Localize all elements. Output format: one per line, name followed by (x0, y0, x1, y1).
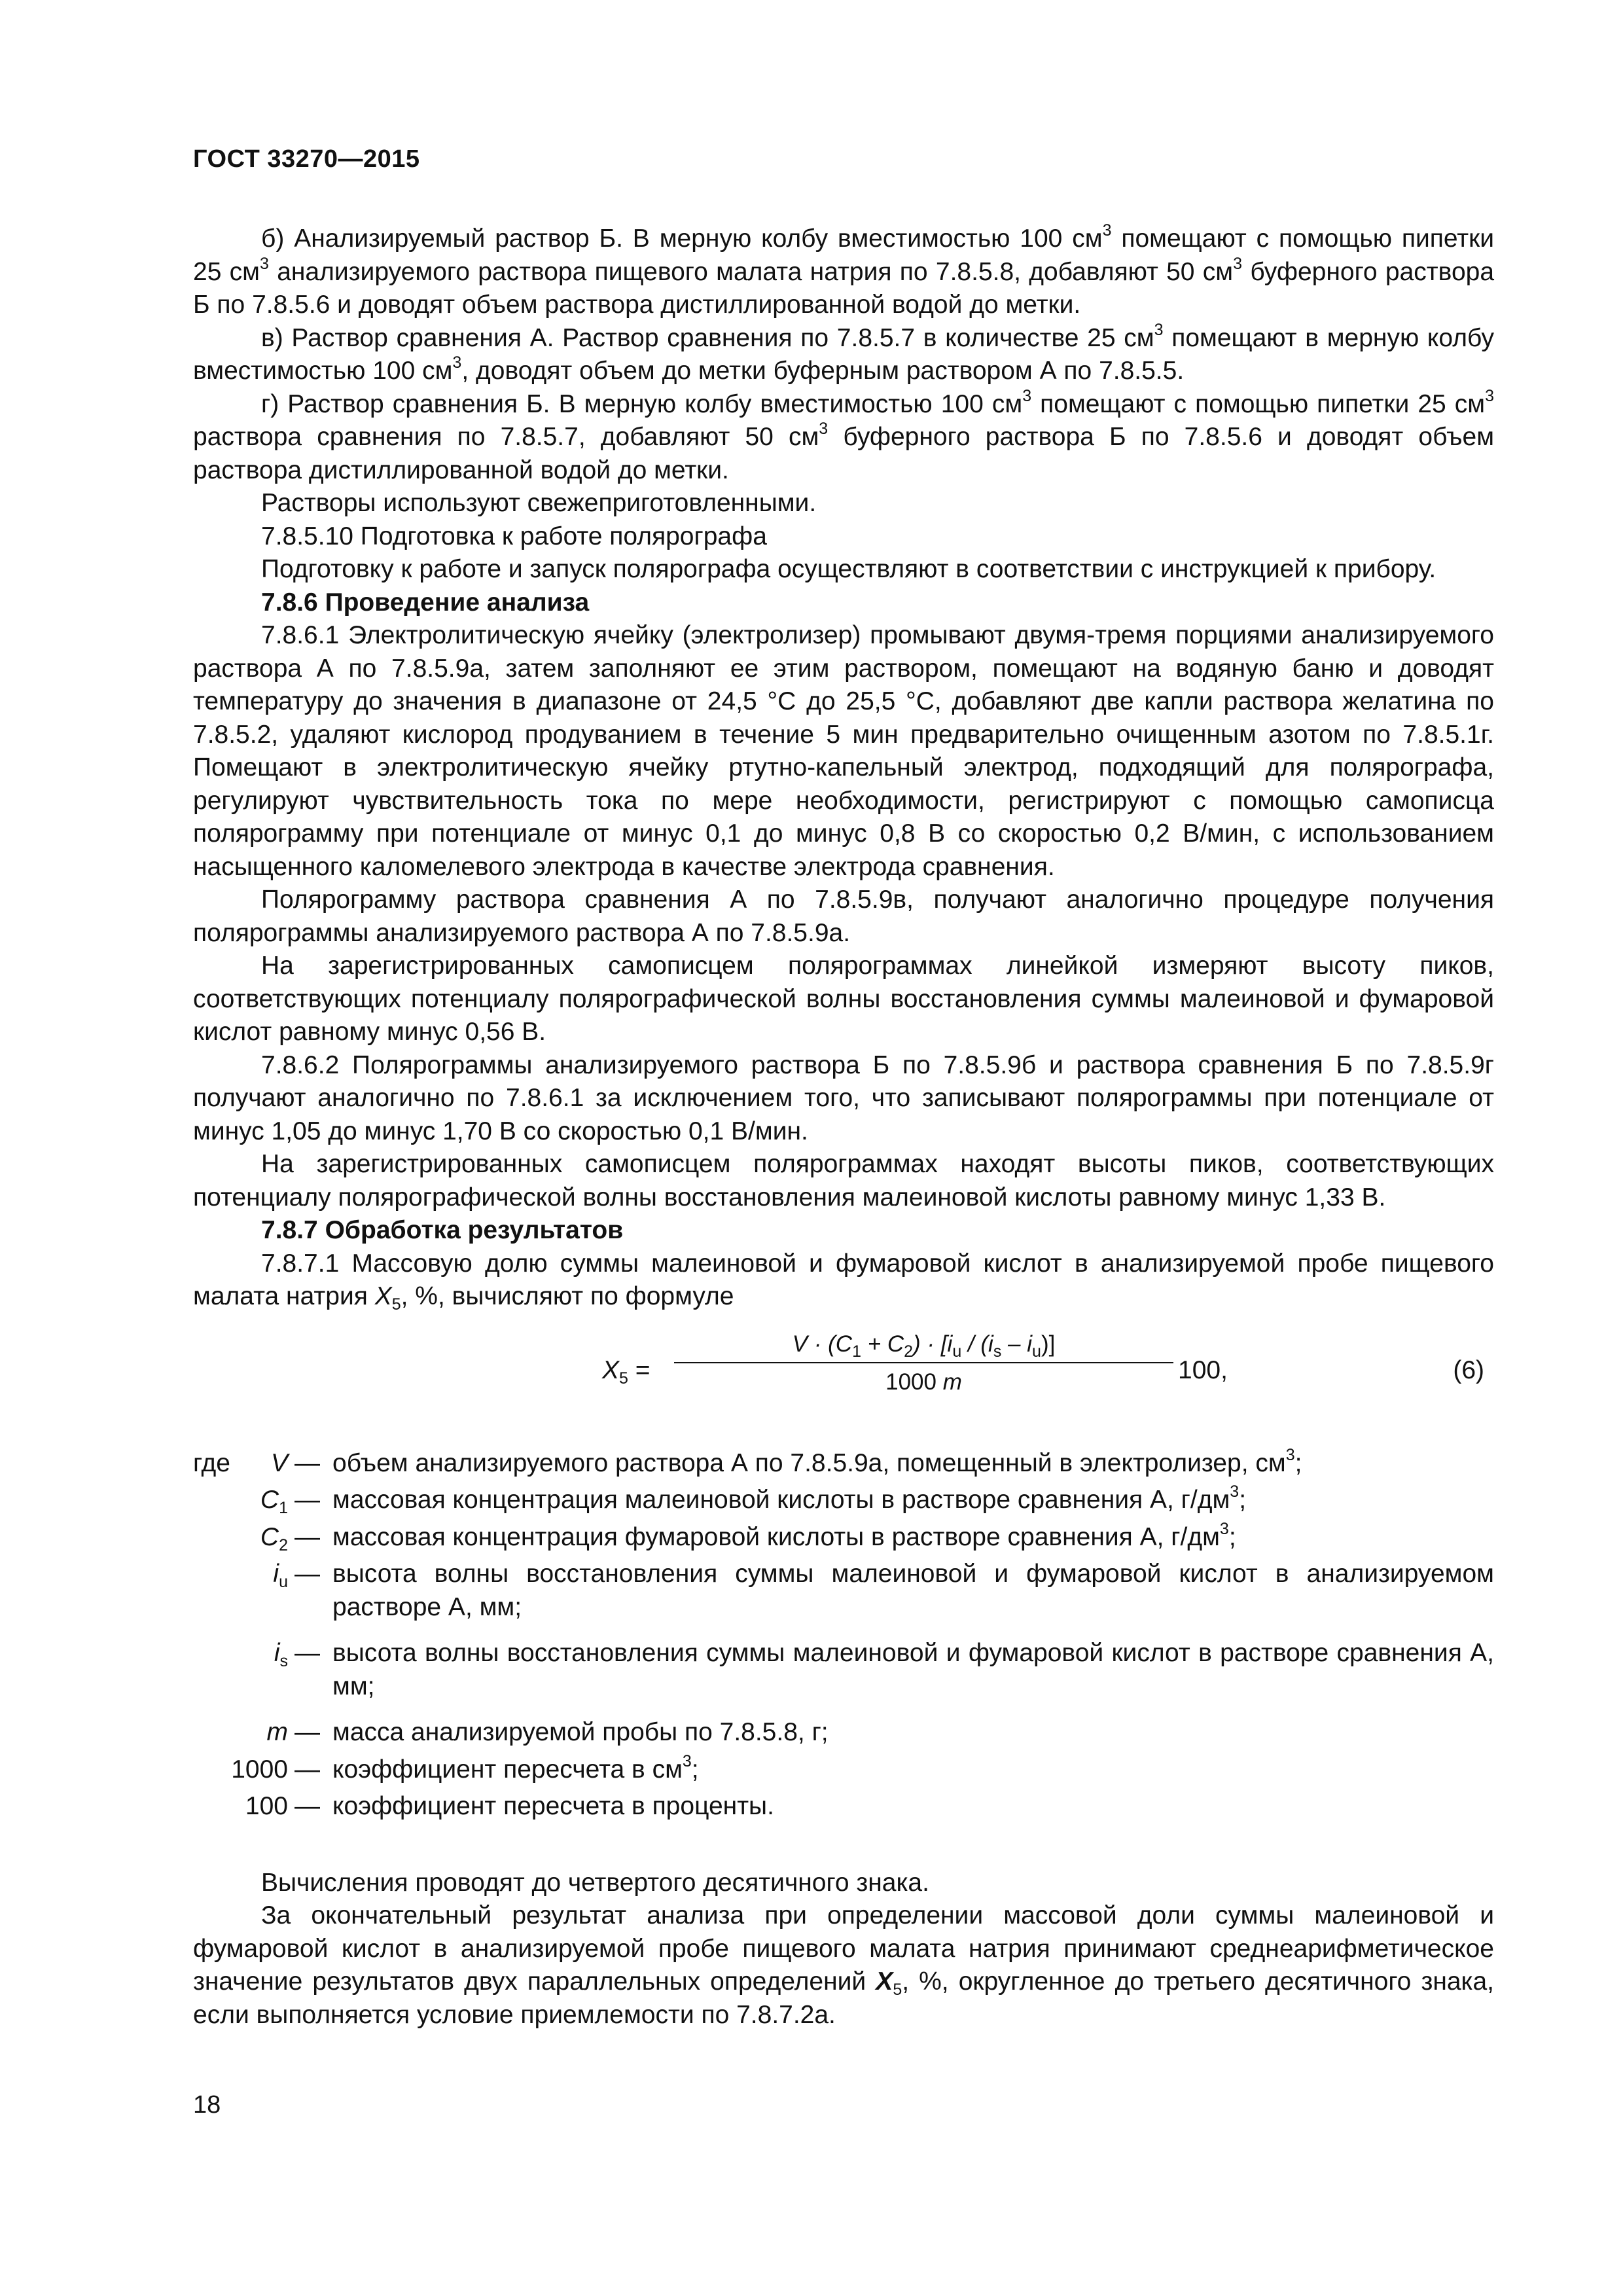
definition-symbol: 100 (245, 1792, 288, 1820)
definition-text: масса анализируемой пробы по 7.8.5.8, г; (332, 1718, 829, 1746)
definition-text: коэффициент пересчета в $см^3$; (332, 1751, 699, 1784)
definition-row (193, 1558, 1494, 1624)
definition-row (193, 1484, 1494, 1517)
document-header: ГОСТ 33270—2015 (193, 145, 420, 173)
paragraph-reference-polarogram: Полярограмму раствора сравнения А по 7.8.5.9в, получают аналогично процедуре получения полярограммы анализируемого раствора А по 7.8.5.9а. (193, 886, 1494, 947)
definition-row (193, 1637, 1494, 1703)
paragraph-g: г) Раствор сравнения Б. В мерную колбу вместимостью 100 $см^3$ помещают с помощью пипетки 25 $см^3$ раствора сравнения по 7.8.5.7, добавляют 50 $см^3$ буферного раствора Б по 7.8.5.6 и доводят объем раствора дистиллированной водой до метки. (193, 386, 1495, 484)
paragraph-peak-height-a: На зарегистрированных самописцем полярограммах линейкой измеряют высоту пиков, соответствующих потенциалу полярографической волны восстановления суммы малеиновой и фумаровой кислот равному минус 0,56 В. (193, 952, 1494, 1046)
document-body (193, 223, 1494, 2032)
definition-row (193, 1790, 1494, 1823)
definition-row (193, 1521, 1494, 1554)
definition-dash: — (294, 1522, 320, 1551)
where-label: где (193, 1448, 230, 1477)
paragraph-polarograph-setup: Подготовку к работе и запуск полярографа осуществляют в соответствии с инструкцией к прибору. (261, 555, 1436, 583)
page-number: 18 (193, 2091, 221, 2119)
definition-symbol: $i_u$ (273, 1560, 288, 1591)
definitions-list (193, 1447, 1494, 1823)
formula-multiplier: 100, (1178, 1355, 1228, 1384)
formula-numerator: $V \cdot (C_1 + C_2) \cdot [i_u / (i_s - i_u)]$ (792, 1331, 1056, 1361)
paragraph-calculation-precision: Вычисления проводят до четвертого десятичного знака. (261, 1868, 929, 1897)
definition-text: коэффициент пересчета в проценты. (332, 1792, 774, 1820)
definition-dash: — (294, 1486, 320, 1514)
definition-dash: — (294, 1718, 320, 1746)
definition-symbol: $i_s$ (274, 1639, 288, 1670)
paragraph-v: в) Раствор сравнения А. Раствор сравнения по 7.8.5.7 в количестве 25 $см^3$ помещают в мерную колбу вместимостью 100 $см^3$, доводят объем до метки буферным раствором А по 7.8.5.5. (193, 320, 1494, 385)
definition-symbol: $C_2$ (260, 1522, 288, 1554)
formula-number: (6) (1453, 1355, 1484, 1384)
definition-text: высота волны восстановления суммы малеиновой и фумаровой кислот в растворе сравнения А, мм; (332, 1639, 1494, 1700)
definition-row (193, 1716, 1494, 1749)
definition-row (193, 1447, 1494, 1480)
definition-row (193, 1753, 1494, 1787)
definition-text: объем анализируемого раствора А по 7.8.5.9а, помещенный в электролизер, $см^3$; (332, 1445, 1302, 1477)
definition-dash: — (294, 1560, 320, 1588)
definition-dash: — (294, 1639, 320, 1667)
formula-lhs: $X_5$ = (602, 1355, 651, 1388)
definition-symbol: $C_1$ (260, 1486, 288, 1517)
paragraph-fresh-solutions: Растворы используют свежеприготовленными. (261, 489, 817, 517)
formula-6 (193, 1328, 1494, 1443)
definition-dash: — (294, 1755, 320, 1784)
definition-text: высота волны восстановления суммы малеиновой и фумаровой кислот в анализируемом растворе А, мм; (332, 1560, 1494, 1621)
paragraph-7-8-6-1: 7.8.6.1 Электролитическую ячейку (электролизер) промывают двумя-тремя порциями анализируемого раствора А по 7.8.5.9а, затем заполняют ее этим раствором, помещают на водяную баню и доводят температуру до значения в диапазоне от 24,5 °С до 25,5 °С, добавляют две капли раствора желатина по 7.8.5.2, удаляют кислород продуванием в течение 5 мин предварительно очищенным азотом по 7.8.5.1г. Помещают в электролитическую ячейку ртутно-капельный электрод, подходящий для полярографа, регулируют чувствительность тока по мере необходимости, регистрируют с помощью самописца полярограмму при потенциале от минус 0,1 до минус 0,8 В со скоростью 0,2 В/мин, с использованием насыщенного каломелевого электрода в качестве электрода сравнения. (193, 621, 1494, 881)
formula-fraction (674, 1328, 1173, 1399)
heading-7-8-7: 7.8.7 Обработка результатов (261, 1216, 624, 1244)
paragraph-7-8-7-1: 7.8.7.1 Массовую долю суммы малеиновой и фумаровой кислот в анализируемой пробе пищевого малата натрия $X_5$, %, вычисляют по формуле (193, 1249, 1494, 1314)
spacer (193, 1827, 1494, 1867)
definition-symbol: m (266, 1718, 288, 1746)
definition-dash: — (294, 1792, 320, 1820)
definition-symbol: V (270, 1448, 288, 1477)
definition-text: массовая концентрация малеиновой кислоты в растворе сравнения А, $г/дм^3$; (332, 1482, 1247, 1514)
paragraph-b: б) Анализируемый раствор Б. В мерную колбу вместимостью 100 $см^3$ помещают с помощью пипетки 25 $см^3$ анализируемого раствора пищевого малата натрия по 7.8.5.8, добавляют 50 $см^3$ буферного раствора Б по 7.8.5.6 и доводят объем раствора дистиллированной водой до метки. (193, 221, 1495, 319)
fraction-bar (674, 1362, 1173, 1363)
paragraph-7-8-6-2: 7.8.6.2 Полярограммы анализируемого раствора Б по 7.8.5.9б и раствора сравнения Б по 7.8.5.9г получают аналогично по 7.8.6.1 за исключением того, что записывают полярограммы при потенциале от минус 1,05 до минус 1,70 В со скоростью 0,1 В/мин. (193, 1050, 1494, 1145)
definition-symbol: 1000 (231, 1755, 288, 1784)
paragraph-peak-height-b: На зарегистрированных самописцем полярограммах находят высоты пиков, соответствующих потенциалу полярографической волны восстановления малеиновой кислоты равному минус 1,33 В. (193, 1150, 1494, 1211)
definition-text: массовая концентрация фумаровой кислоты в растворе сравнения А, $г/дм^3$; (332, 1519, 1236, 1551)
formula-denominator: 1000 m (885, 1369, 962, 1395)
paragraph-7-8-5-10: 7.8.5.10 Подготовка к работе полярографа (261, 522, 767, 550)
definition-dash: — (294, 1448, 320, 1477)
paragraph-final-result: За окончательный результат анализа при определении массовой доли суммы малеиновой и фумаровой кислот в анализируемой пробе пищевого малата натрия принимают среднеарифметическое значение результатов двух параллельных определений $X_5$, %, округленное до третьего десятичного знака, если выполняется условие приемлемости по 7.8.7.2а. (193, 1901, 1495, 2029)
heading-7-8-6: 7.8.6 Проведение анализа (261, 588, 590, 617)
